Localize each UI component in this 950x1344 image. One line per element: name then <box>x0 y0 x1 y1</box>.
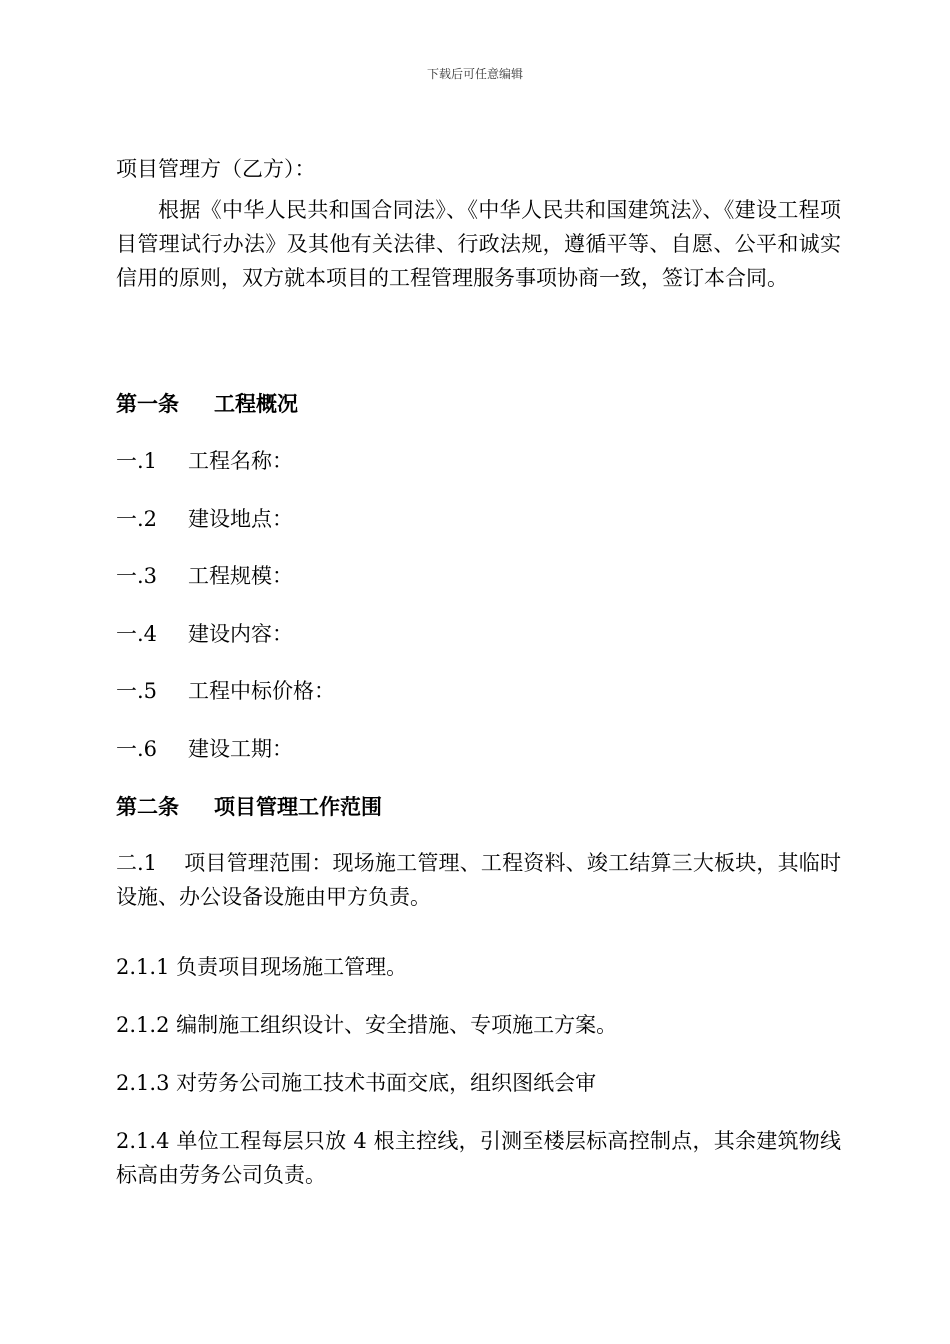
item-text: 建设工期： <box>188 737 293 761</box>
sub-item: 2.1.3 对劳务公司施工技术书面交底，组织图纸会审 <box>116 1071 597 1095</box>
article2-title: 项目管理工作范围 <box>214 794 382 819</box>
item-number: 一.6 <box>116 737 158 761</box>
item-text: 工程中标价格： <box>188 679 335 703</box>
article1-item <box>116 674 841 708</box>
sub-item: 2.1.2 编制施工组织设计、安全措施、专项施工方案。 <box>116 1013 618 1037</box>
article1-item <box>116 559 841 593</box>
article1-title: 工程概况 <box>214 391 298 416</box>
item-text: 建设地点： <box>188 507 293 531</box>
item-number: 一.4 <box>116 622 158 646</box>
item-text: 工程规模： <box>188 564 293 588</box>
sub-item: 2.1.4 单位工程每层只放 4 根主控线，引测至楼层标高控制点，其余建筑物线标高由劳务公司负责。 <box>116 1129 841 1187</box>
item-text: 建设内容： <box>188 622 293 646</box>
item-number: 一.3 <box>116 564 158 588</box>
party-b-label: 项目管理方（乙方）： <box>116 157 316 181</box>
article2-item-2-1 <box>116 846 841 914</box>
item-number: 一.1 <box>116 449 158 473</box>
article1-item <box>116 502 841 536</box>
sub-item: 2.1.1 负责项目现场施工管理。 <box>116 955 408 979</box>
article1-number: 第一条 <box>116 391 179 416</box>
article2-number: 第二条 <box>116 794 179 819</box>
page-header: 下载后可任意编辑 <box>426 67 523 81</box>
item-text: 工程名称： <box>188 449 293 473</box>
article1-item <box>116 617 841 651</box>
item-number: 二.1 <box>116 851 158 875</box>
article1-item <box>116 444 841 478</box>
article1-heading <box>116 387 841 421</box>
item-text: 项目管理范围：现场施工管理、工程资料、竣工结算三大板块，其临时设施、办公设备设施由甲方负责。 <box>116 851 841 909</box>
article2-heading <box>116 790 841 824</box>
item-number: 一.2 <box>116 507 158 531</box>
intro-paragraph: 根据《中华人民共和国合同法》、《中华人民共和国建筑法》、《建设工程项目管理试行办法》及其他有关法律、行政法规，遵循平等、自愿、公平和诚实信用的原则，双方就本项目的工程管理服务事项协商一致，签订本合同。 <box>116 198 841 290</box>
item-number: 一.5 <box>116 679 158 703</box>
article1-item <box>116 732 841 766</box>
